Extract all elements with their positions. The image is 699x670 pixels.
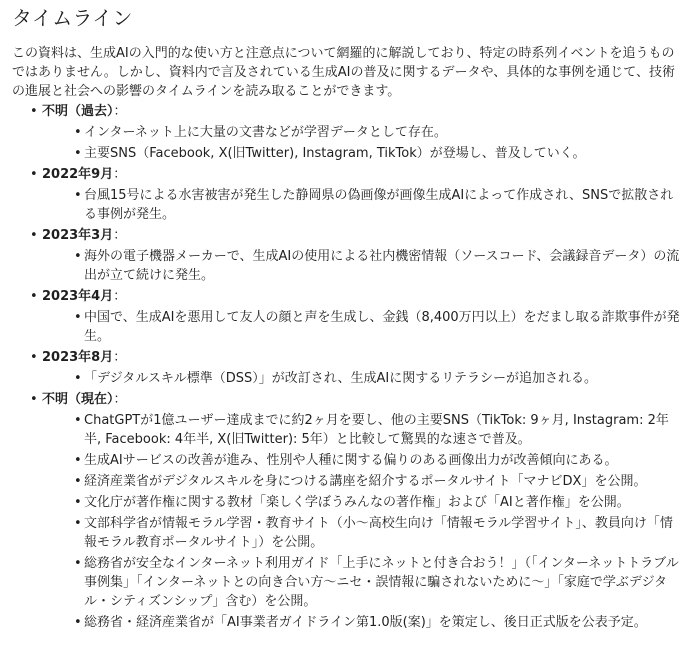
period-label: 2023年4月 <box>42 289 114 304</box>
event-text: 生成AIサービスの改善が進み、性別や人種に関する偏りのある画像出力が改善傾向にある。 <box>84 453 618 468</box>
period-label: 2023年3月 <box>42 228 114 243</box>
period-heading <box>30 287 687 306</box>
event-text: 総務省・経済産業省が「AI事業者ガイドライン第1.0版(案)」を策定し、後日正式版を公表予定。 <box>84 615 647 630</box>
period-colon: ： <box>113 350 127 365</box>
event-text: インターネット上に大量の文書などが学習データとして存在。 <box>84 125 447 140</box>
period-colon: ： <box>113 228 127 243</box>
bullet-icon: • <box>30 350 38 365</box>
bullet-icon: • <box>74 474 82 489</box>
event-item <box>74 451 687 470</box>
period-label: 2022年9月 <box>42 167 114 182</box>
timeline-list <box>12 102 687 632</box>
event-list <box>42 369 687 388</box>
period-heading <box>30 226 687 245</box>
bullet-icon: • <box>74 371 82 386</box>
timeline-period <box>30 287 687 346</box>
period-colon: ： <box>113 392 127 407</box>
bullet-icon: • <box>74 249 82 264</box>
period-heading <box>30 102 687 121</box>
event-list <box>42 411 687 632</box>
event-item <box>74 613 687 632</box>
event-list <box>42 308 687 346</box>
bullet-icon: • <box>74 453 82 468</box>
timeline-period <box>30 348 687 388</box>
period-colon: ： <box>113 289 127 304</box>
timeline-period <box>30 390 687 632</box>
bullet-icon: • <box>74 516 82 531</box>
event-item <box>74 144 687 163</box>
intro-paragraph: この資料は、生成AIの入門的な使い方と注意点について網羅的に解説しており、特定の時系列イベントを追うものではありません。しかし、資料内で言及されている生成AIの普及に関するデータや、具体的な事例を通じて、技術の進展と社会への影響のタイムラインを読み取ることができます。 <box>12 46 675 99</box>
event-text: 「デジタルスキル標準（DSS）」が改訂され、生成AIに関するリテラシーが追加される。 <box>84 371 597 386</box>
event-text: 台風15号による水害被害が発生した静岡県の偽画像が画像生成AIによって作成され、SNSで拡散される事例が発生。 <box>84 188 674 222</box>
event-text: 文化庁が著作権に関する教材「楽しく学ぼうみんなの著作権」および「AIと著作権」を公開。 <box>84 495 630 510</box>
bullet-icon: • <box>74 310 82 325</box>
period-label: 不明（現在） <box>42 392 114 407</box>
event-item <box>74 308 687 346</box>
bullet-icon: • <box>30 104 38 119</box>
period-heading <box>30 348 687 367</box>
event-list <box>42 247 687 285</box>
bullet-icon: • <box>74 413 82 428</box>
bullet-icon: • <box>30 167 38 182</box>
timeline-period <box>30 165 687 224</box>
period-label: 不明（過去） <box>42 104 114 119</box>
timeline-period <box>30 102 687 163</box>
event-item <box>74 411 687 449</box>
event-text: ChatGPTが1億ユーザー達成までに約2ヶ月を要し、他の主要SNS（TikTok: 9ヶ月, Instagram: 2年半, Facebook: 4年半, X(旧Twitter): 5年）と比較して驚異的な速さで普及。 <box>84 413 669 447</box>
event-text: 文部科学省が情報モラル学習・教育サイト（小〜高校生向け「情報モラル学習サイト」、教員向け「情報モラル教育ポータルサイト」）を公開。 <box>84 516 673 550</box>
bullet-icon: • <box>74 615 82 630</box>
bullet-icon: • <box>30 289 38 304</box>
period-heading <box>30 165 687 184</box>
bullet-icon: • <box>30 392 38 407</box>
bullet-icon: • <box>74 188 82 203</box>
period-colon: ： <box>113 167 127 182</box>
event-item <box>74 369 687 388</box>
event-text: 主要SNS（Facebook, X(旧Twitter), Instagram, TikTok）が登場し、普及していく。 <box>84 146 586 161</box>
page-title: タイムライン <box>12 6 133 30</box>
event-text: 経済産業省がデジタルスキルを身につける講座を紹介するポータルサイト「マナビDX」を公開。 <box>84 474 647 489</box>
event-list <box>42 186 687 224</box>
bullet-icon: • <box>74 125 82 140</box>
event-list <box>42 123 687 163</box>
event-item <box>74 186 687 224</box>
event-item <box>74 493 687 512</box>
event-text: 総務省が安全なインターネット利用ガイド「上手にネットと付き合おう！」（「インターネットトラブル事例集」「インターネットとの向き合い方〜ニセ・誤情報に騙されないために〜」「家庭で学ぶデジタル・シティズンシップ」含む）を公開。 <box>84 556 679 609</box>
event-item <box>74 472 687 491</box>
period-heading <box>30 390 687 409</box>
bullet-icon: • <box>74 146 82 161</box>
event-item <box>74 123 687 142</box>
bullet-icon: • <box>74 556 82 571</box>
timeline-period <box>30 226 687 285</box>
bullet-icon: • <box>74 495 82 510</box>
bullet-icon: • <box>30 228 38 243</box>
event-item <box>74 554 687 611</box>
event-text: 海外の電子機器メーカーで、生成AIの使用による社内機密情報（ソースコード、会議録音データ）の流出が立て続けに発生。 <box>84 249 680 283</box>
event-text: 中国で、生成AIを悪用して友人の顔と声を生成し、金銭（8,400万円以上）をだまし取る詐欺事件が発生。 <box>84 310 680 344</box>
period-label: 2023年8月 <box>42 350 114 365</box>
period-colon: ： <box>113 104 127 119</box>
event-item <box>74 514 687 552</box>
event-item <box>74 247 687 285</box>
